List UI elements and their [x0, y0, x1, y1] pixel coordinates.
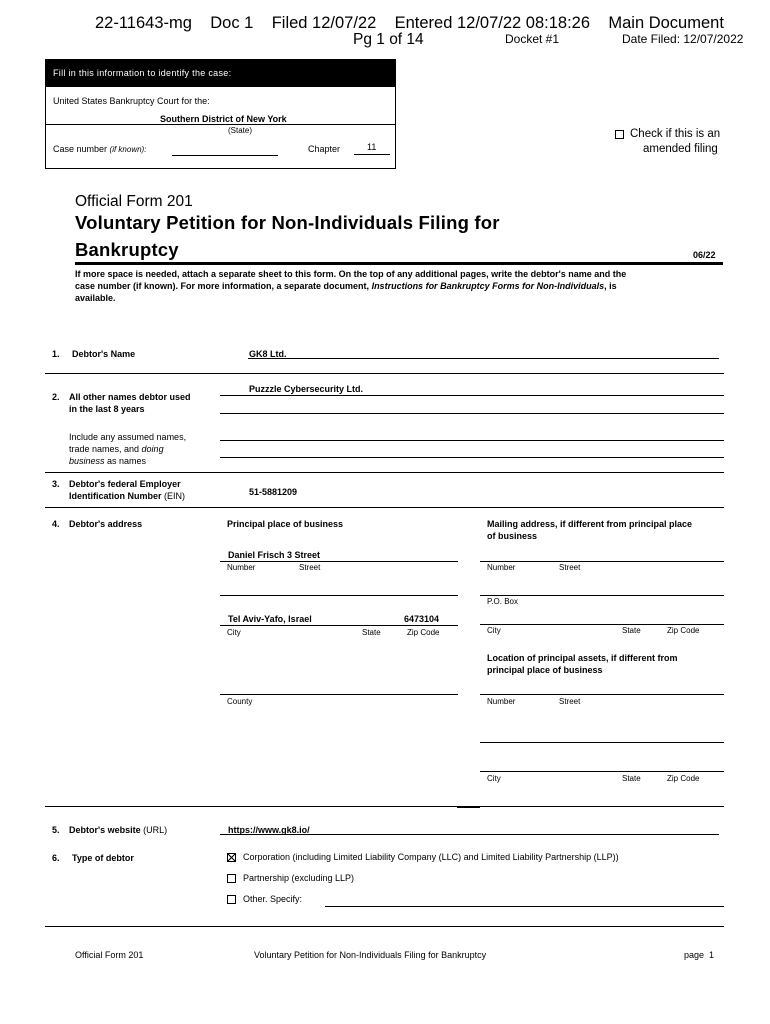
principal-state-label: State	[362, 628, 381, 637]
corporation-option-label: Corporation (including Limited Liability Company (LLC) and Limited Liability Partnership (LLP))	[243, 852, 619, 862]
footer-page: page 1	[684, 950, 715, 960]
q6-number: 6.	[52, 853, 60, 863]
mailing-city-label: City	[487, 626, 501, 635]
q2-label-2: in the last 8 years	[69, 404, 145, 414]
location-state-label: State	[622, 774, 641, 783]
q4-label: Debtor's address	[69, 519, 143, 529]
mailing-po-box-label: P.O. Box	[487, 597, 518, 606]
case-number-label: Case number (if known):	[53, 144, 147, 154]
state-label: (State)	[228, 126, 253, 135]
other-specify-field[interactable]	[325, 906, 724, 907]
mailing-street-label: Street	[559, 563, 581, 572]
location-zip-label: Zip Code	[667, 774, 700, 783]
q2-number: 2.	[52, 392, 60, 402]
mailing-state-label: State	[622, 626, 641, 635]
q5-number: 5.	[52, 825, 60, 835]
mailing-address-header-1: Mailing address, if different from principal place	[487, 519, 693, 529]
principal-street-label: Street	[299, 563, 321, 572]
location-assets-header-1: Location of principal assets, if different from	[487, 653, 678, 663]
amended-filing-checkbox[interactable]	[615, 130, 624, 139]
court-label: United States Bankruptcy Court for the:	[53, 96, 210, 106]
principal-street-value[interactable]: Daniel Frisch 3 Street	[228, 550, 321, 560]
chapter-value: 11	[367, 142, 377, 152]
mailing-zip-label: Zip Code	[667, 626, 700, 635]
intro-line2: case number (if known). For more information, a separate document, Instructions for Bankruptcy Forms for Non-Individuals, is	[75, 281, 617, 291]
form-title-line2: Bankruptcy	[75, 239, 179, 260]
q1-label: Debtor's Name	[72, 349, 136, 359]
mailing-number-label: Number	[487, 563, 516, 572]
form-name: Official Form 201	[75, 193, 193, 210]
partnership-checkbox[interactable]	[227, 874, 236, 883]
district-value: Southern District of New York	[160, 114, 287, 124]
other-names-value[interactable]: Puzzzle Cybersecurity Ltd.	[249, 384, 364, 394]
case-box-header	[46, 60, 395, 87]
location-assets-header-2: principal place of business	[487, 665, 603, 675]
mailing-city-line[interactable]	[480, 624, 724, 625]
principal-place-header: Principal place of business	[227, 519, 344, 529]
location-street-line-2[interactable]	[480, 742, 724, 743]
q1-number: 1.	[52, 349, 60, 359]
amended-filing-label-2: amended filing	[643, 143, 718, 155]
q3-label-2: Identification Number (EIN)	[69, 491, 186, 501]
principal-city-value[interactable]: Tel Aviv-Yafo, Israel	[228, 614, 312, 624]
date-filed: Date Filed: 12/07/2022	[622, 32, 744, 46]
county-line[interactable]	[220, 694, 458, 695]
location-street-label: Street	[559, 697, 581, 706]
intro-line1: If more space is needed, attach a separate sheet to this form. On the top of any additional pages, write the debtor's name and the	[75, 269, 627, 279]
q3-label-1: Debtor's federal Employer	[69, 479, 181, 489]
q2-note-3: business as names	[69, 456, 147, 466]
other-names-line-4[interactable]	[220, 457, 724, 458]
other-option-label: Other. Specify:	[243, 894, 303, 904]
other-names-line-2[interactable]	[220, 413, 724, 414]
location-city-label: City	[487, 774, 501, 783]
form-title-line1: Voluntary Petition for Non-Individuals Filing for	[75, 212, 500, 233]
amended-filing-label-1: Check if this is an	[630, 128, 721, 140]
court-stamp-page: Pg 1 of 14	[353, 31, 424, 48]
q4-number: 4.	[52, 519, 60, 529]
corporation-checkbox[interactable]	[227, 853, 236, 862]
court-stamp-line1: 22-11643-mg Doc 1 Filed 12/07/22 Entered 12/07/22 08:18:26 Main Document	[95, 14, 724, 32]
location-street-line[interactable]	[480, 694, 724, 695]
other-checkbox[interactable]	[227, 895, 236, 904]
partnership-option-label: Partnership (excluding LLP)	[243, 873, 355, 883]
other-names-line-1[interactable]	[220, 395, 724, 396]
case-box-header-text: Fill in this information to identify the case:	[53, 68, 232, 78]
chapter-label: Chapter	[308, 144, 341, 154]
principal-zip-value[interactable]: 6473104	[404, 614, 440, 624]
principal-number-label: Number	[227, 563, 256, 572]
mailing-street-line[interactable]	[480, 561, 724, 562]
docket-number: Docket #1	[505, 32, 560, 46]
principal-street-line-2[interactable]	[220, 595, 458, 596]
mailing-po-box-line[interactable]	[480, 595, 724, 596]
q2-note-2: trade names, and doing	[69, 444, 164, 454]
footer-form-title: Voluntary Petition for Non-Individuals Filing for Bankruptcy	[254, 950, 487, 960]
case-number-field[interactable]	[172, 155, 278, 156]
debtor-name-value[interactable]: GK8 Ltd.	[249, 349, 287, 359]
principal-city-label: City	[227, 628, 241, 637]
website-value[interactable]: https://www.gk8.io/	[228, 825, 310, 835]
q6-label: Type of debtor	[72, 853, 134, 863]
location-number-label: Number	[487, 697, 516, 706]
footer-form-name: Official Form 201	[75, 950, 144, 960]
form-revision: 06/22	[693, 250, 716, 260]
mailing-address-header-2: of business	[487, 531, 538, 541]
case-identification-box	[45, 59, 396, 169]
q3-number: 3.	[52, 479, 60, 489]
other-names-line-3[interactable]	[220, 440, 724, 441]
location-city-line[interactable]	[480, 771, 724, 772]
q2-label-1: All other names debtor used	[69, 392, 191, 402]
principal-zip-label: Zip Code	[407, 628, 440, 637]
intro-line3: available.	[75, 293, 116, 303]
q5-label: Debtor's website (URL)	[69, 825, 168, 835]
ein-value[interactable]: 51-5881209	[249, 487, 298, 497]
county-label: County	[227, 697, 253, 706]
q2-note-1: Include any assumed names,	[69, 432, 187, 442]
